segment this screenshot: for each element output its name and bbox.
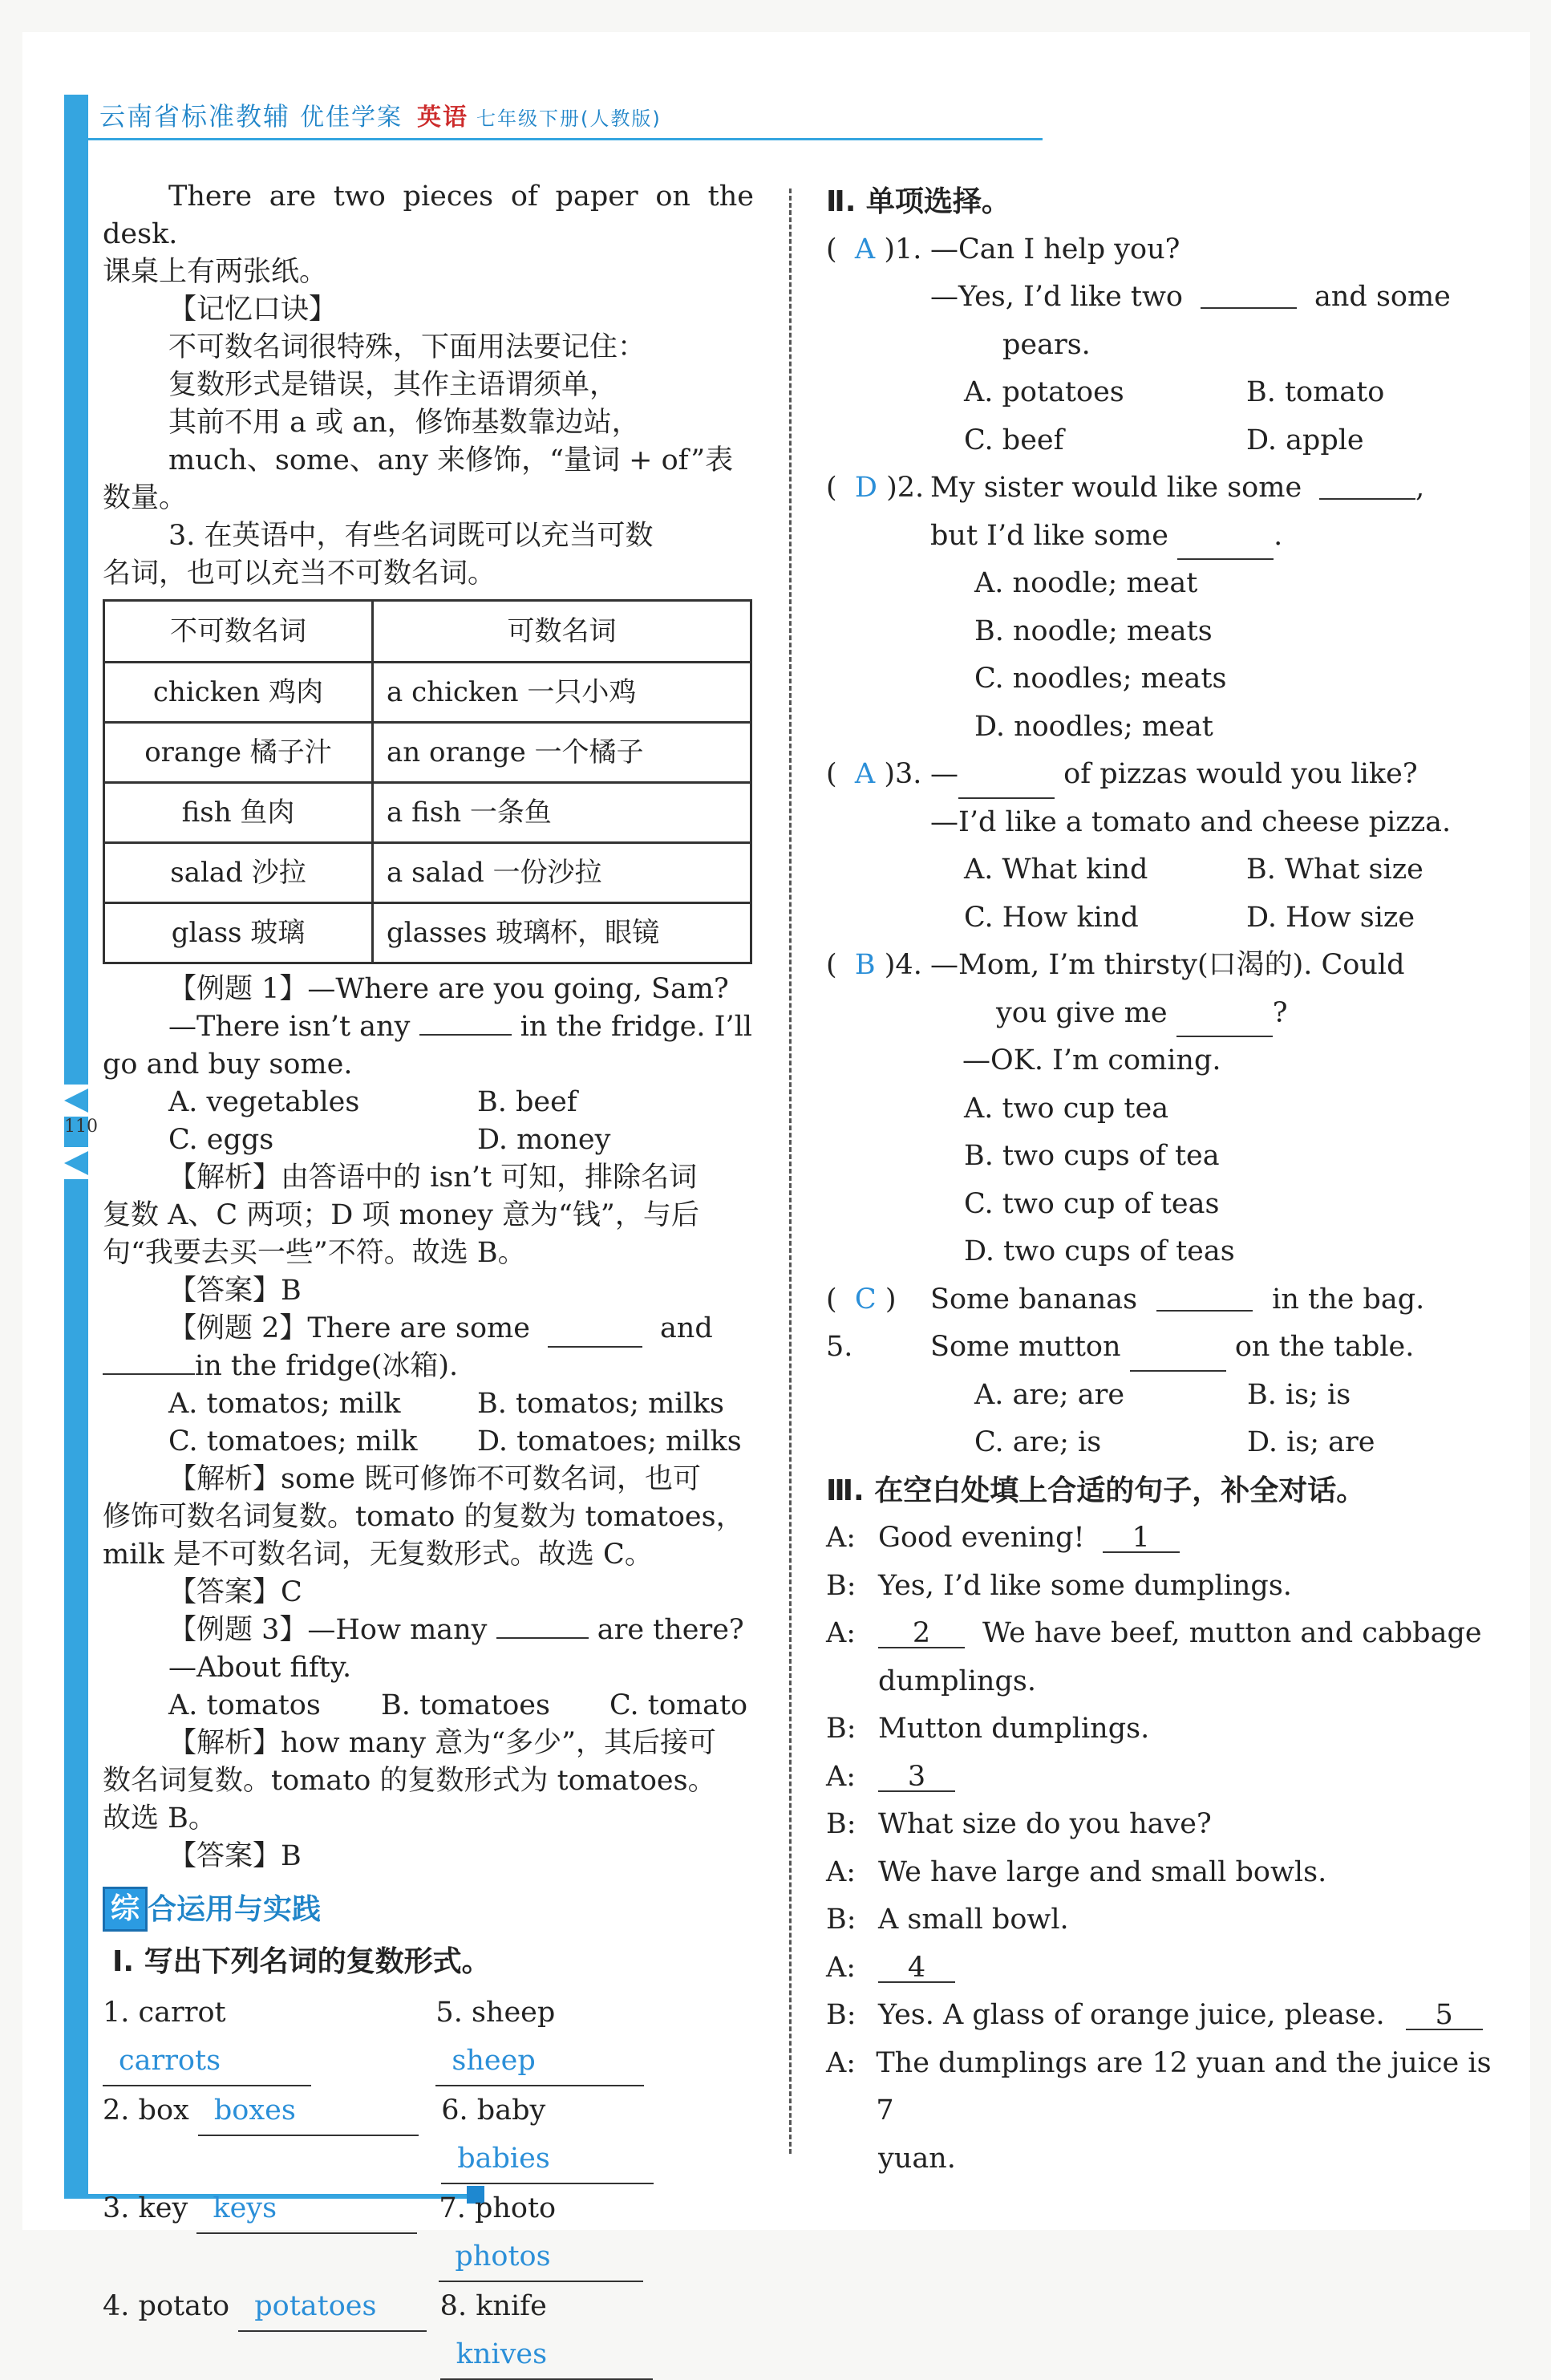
question-body: [930, 942, 1492, 990]
line-text: The dumplings are 12 yuan and the juice is 7: [876, 2046, 1492, 2127]
header-rule: [64, 138, 1043, 140]
line-text: Yes. A glass of orange juice, please.: [878, 1999, 1385, 2031]
option: C. How kind: [964, 901, 1139, 934]
table-cell: fish 鱼肉: [104, 783, 373, 843]
subject-label: 英语: [417, 103, 469, 132]
table-cell: a fish 一条鱼: [373, 783, 751, 843]
line-text: dumplings.: [878, 1664, 1036, 1697]
noun-table: [103, 599, 752, 964]
speaker: A:: [826, 2046, 856, 2079]
plural-item: [103, 2184, 439, 2282]
line-text: We have beef, mutton and cabbage: [982, 1617, 1482, 1649]
text: —There isn’t any: [168, 1011, 411, 1043]
part-1-title: Ⅰ. 写出下列名词的复数形式。: [112, 1945, 491, 1978]
answer: boxes: [213, 2094, 296, 2127]
options-row: [826, 1419, 1492, 1467]
noun: sheep: [471, 1997, 556, 2029]
dialogue-line: [826, 1514, 1492, 1563]
text: ,: [1415, 472, 1425, 504]
question-number: )3.: [884, 758, 922, 790]
example-2-line: [103, 1348, 754, 1385]
text: My sister would like some: [930, 472, 1302, 504]
option: B. two cups of tea: [964, 1140, 1220, 1172]
answer: A: [854, 758, 876, 790]
dialogue-blank: [1103, 1514, 1180, 1553]
dialogue-line: [826, 2040, 1492, 2135]
text: Some mutton: [930, 1331, 1121, 1363]
answer-blank: [435, 2037, 644, 2086]
plural-item: [103, 1989, 435, 2086]
option: B. tomatos; milks: [477, 1388, 724, 1420]
example-3-options: [103, 1687, 754, 1725]
speaker: B:: [826, 1713, 856, 1745]
answer: keys: [213, 2192, 277, 2224]
options-row: [826, 846, 1492, 894]
dialogue-line: [826, 1801, 1492, 1849]
answer: C: [854, 1283, 877, 1316]
book-series: 云南省标准教辅: [99, 101, 291, 132]
right-column: [826, 178, 1492, 2183]
left-margin-bar: [64, 95, 88, 2196]
question-1: [826, 226, 1492, 322]
dialogue-blank: [878, 1754, 955, 1792]
dialogue-line: [826, 1754, 1492, 1802]
table-cell: glass 玻璃: [104, 903, 373, 963]
point-3-cont: 名词，也可以充当不可数名词。: [103, 557, 496, 590]
answer-blank: [1176, 1002, 1273, 1037]
answer-blank: [103, 1373, 195, 1375]
option: C. eggs: [168, 1124, 274, 1156]
table-row: [104, 903, 751, 963]
answer: potatoes: [254, 2290, 377, 2322]
text: Some bananas: [930, 1283, 1138, 1316]
table-cell: a chicken 一只小鸡: [373, 663, 751, 723]
item-number: 6.: [441, 2094, 468, 2127]
example-3-line: —About fifty.: [168, 1652, 352, 1684]
option: D. apple: [1246, 424, 1364, 456]
text: and: [659, 1312, 713, 1344]
item-number: 5.: [435, 1997, 463, 2029]
plural-item: [103, 2086, 441, 2184]
line-text: yuan.: [878, 2142, 956, 2175]
dialogue-line: [826, 2135, 1492, 2183]
answer-blank: [1319, 464, 1415, 500]
example-1-options: [103, 1084, 754, 1121]
table-cell: orange 橘子汁: [104, 723, 373, 783]
memo-line: much、some、any 来修饰，“量词 + of”表: [168, 444, 734, 476]
intro-chinese: 课桌上有两张纸。: [103, 256, 328, 288]
answer-blank: [958, 764, 1055, 799]
speaker: A:: [826, 1760, 856, 1793]
noun: potato: [138, 2290, 230, 2322]
answer-paren: ( D )2.: [826, 472, 925, 504]
noun: knife: [476, 2290, 547, 2322]
example-2-options: [103, 1385, 754, 1423]
answer-key: 【答案】C: [168, 1576, 302, 1608]
point-3: 3. 在英语中，有些名词既可以充当可数: [168, 520, 654, 552]
answer-key: 【答案】B: [168, 1840, 302, 1872]
option: D. How size: [1246, 901, 1415, 934]
analysis: 【解析】how many 意为“多少”，其后接可: [168, 1727, 716, 1759]
text: you give me: [996, 996, 1168, 1029]
table-cell: a salad 一份沙拉: [373, 843, 751, 903]
option: C. beef: [964, 424, 1064, 456]
table-header: 不可数名词: [104, 601, 373, 663]
text: on the table.: [1234, 1331, 1415, 1363]
dialogue-line: [826, 1992, 1492, 2040]
table-cell: glasses 玻璃杯，眼镜: [373, 903, 751, 963]
question-line: [930, 1276, 1492, 1324]
memo-line: 数量。: [103, 482, 188, 514]
answer: photos: [455, 2240, 551, 2273]
plural-row: [103, 2184, 754, 2282]
table-row: [104, 783, 751, 843]
blank-number: 3: [907, 1760, 926, 1793]
line-text: Mutton dumplings.: [878, 1713, 1150, 1745]
dialogue-blank: [878, 1944, 955, 1983]
question-number: )4.: [884, 949, 922, 981]
item-number: 4.: [103, 2290, 130, 2322]
question-number: ) 5.: [826, 1283, 897, 1363]
dialogue-line: [826, 1563, 1492, 1611]
question-line: pears.: [1002, 328, 1091, 361]
table-row: [104, 843, 751, 903]
table-row: [104, 723, 751, 783]
question-5: [826, 1276, 1492, 1372]
text: in the bag.: [1272, 1283, 1425, 1316]
line-text: Good evening!: [878, 1522, 1085, 1554]
analysis: 数名词复数。tomato 的复数形式为 tomatoes。: [103, 1765, 716, 1797]
option: D. noodles; meat: [974, 710, 1213, 743]
question-4: [826, 942, 1492, 990]
options-row: [826, 1372, 1492, 1420]
grade-label: 七年级下册(人教版): [476, 107, 662, 130]
noun: baby: [476, 2094, 546, 2127]
dialogue-line: [826, 1705, 1492, 1754]
dialogue-line: [826, 1896, 1492, 1944]
noun: photo: [474, 2192, 557, 2224]
speaker: A:: [826, 1617, 856, 1649]
text: in the fridge(冰箱).: [195, 1350, 459, 1382]
text: —: [930, 758, 958, 790]
speaker: A:: [826, 1951, 856, 1984]
question-line: —Can I help you?: [930, 233, 1180, 266]
text: of pizzas would you like?: [1063, 758, 1418, 790]
speaker: B:: [826, 1569, 856, 1602]
memo-line: 复数形式是错误，其作主语谓须单，: [168, 369, 618, 401]
column-divider: [789, 189, 792, 2154]
option: A. potatoes: [964, 376, 1124, 408]
speaker: A:: [826, 1522, 856, 1554]
text: .: [1274, 519, 1283, 552]
answer-blank: [439, 2232, 643, 2282]
option: D. two cups of teas: [964, 1235, 1235, 1267]
question-line: [826, 990, 1492, 1038]
example-1-question: 【例题 1】—Where are you going, Sam?: [168, 973, 729, 1005]
blank-number: 2: [912, 1617, 931, 1649]
example-1-options: [103, 1121, 754, 1159]
question-body: [930, 1276, 1492, 1372]
question-line: [930, 274, 1492, 322]
answer: knives: [456, 2338, 548, 2370]
item-number: 1.: [103, 1997, 130, 2029]
option: A. two cup tea: [964, 1092, 1169, 1125]
option: B. is; is: [1247, 1378, 1351, 1411]
answer-blank: [1130, 1336, 1226, 1372]
text: 【例题 2】There are some: [168, 1312, 530, 1344]
dialogue-line: [826, 1849, 1492, 1897]
question-line: [930, 751, 1492, 799]
dialogue-line: [826, 1944, 1492, 1993]
analysis: 故选 B。: [103, 1802, 217, 1835]
text: 【例题 3】—How many: [168, 1614, 488, 1646]
speaker: B:: [826, 1904, 856, 1936]
option: C. noodles; meats: [974, 663, 1227, 695]
option: D. money: [477, 1124, 611, 1156]
option: C. tomatoes; milk: [168, 1425, 418, 1458]
page-number: 110: [64, 1117, 98, 1137]
header-title: [99, 96, 662, 133]
answer-blank: [196, 2184, 417, 2234]
analysis: 句“我要去买一些”不符。故选 B。: [103, 1237, 526, 1269]
answer: D: [854, 472, 877, 504]
section-box: 综: [103, 1887, 148, 1932]
table-header: 可数名词: [373, 601, 751, 663]
plural-row: [103, 1989, 754, 2086]
speaker: A:: [826, 1855, 856, 1888]
blank-number: 4: [907, 1951, 926, 1984]
intro-english: There are two pieces of paper on the desk.: [103, 180, 754, 250]
options-row: [826, 417, 1492, 465]
item-number: 3.: [103, 2192, 130, 2224]
dialogue: [826, 1514, 1492, 2183]
question-number: )1.: [884, 233, 922, 266]
option: C. two cup of teas: [964, 1187, 1220, 1220]
text: but I’d like some: [930, 519, 1168, 552]
text: ?: [1272, 996, 1288, 1029]
dialogue-blank: [1406, 1992, 1483, 2030]
option: B. tomatoes: [381, 1689, 550, 1721]
analysis: 【解析】由答语中的 isn’t 可知，排除名词: [168, 1162, 698, 1194]
table-cell: chicken 鸡肉: [104, 663, 373, 723]
plural-row: [103, 2282, 754, 2380]
example-3-question: [103, 1612, 754, 1649]
answer: carrots: [119, 2045, 221, 2077]
question-line: [930, 1324, 1492, 1372]
item-number: 8.: [439, 2290, 468, 2322]
memo-line: 其前不用 a 或 an，修饰基数靠边站，: [168, 407, 640, 439]
dialogue-line: [826, 1658, 1492, 1706]
line-text: Yes, I’d like some dumplings.: [878, 1569, 1292, 1602]
answer-paren: ( A )3.: [826, 758, 922, 790]
noun: carrot: [138, 1997, 226, 2029]
question-line: [930, 513, 1492, 561]
answer-blank: [1177, 525, 1274, 560]
speaker: [826, 2135, 878, 2183]
question-line: —Mom, I’m thirsty(口渴的). Could: [930, 949, 1405, 981]
plural-exercise: [103, 1989, 754, 2380]
noun: key: [138, 2192, 188, 2224]
question-line: —I’d like a tomato and cheese pizza.: [930, 805, 1452, 838]
part-3-title: Ⅲ. 在空白处填上合适的句子，补全对话。: [826, 1474, 1366, 1507]
answer-blank: [496, 1637, 589, 1639]
analysis: 复数 A、C 两项；D 项 money 意为“钱”，与后: [103, 1199, 699, 1231]
blank-number: 1: [1132, 1522, 1150, 1554]
text: and some: [1314, 281, 1451, 313]
plural-item: [441, 2086, 754, 2184]
answer-blank: [238, 2282, 427, 2332]
answer-blank: [1201, 274, 1297, 309]
plural-item: [103, 2282, 440, 2380]
blank-number: 5: [1435, 1999, 1453, 2031]
option: A. vegetables: [168, 1086, 360, 1118]
left-column: [103, 178, 754, 2380]
table-row: [104, 663, 751, 723]
line-text: What size do you have?: [878, 1808, 1212, 1840]
text: in the fridge. I’ll: [520, 1011, 752, 1043]
item-number: 7.: [439, 2192, 466, 2224]
noun: box: [138, 2094, 189, 2127]
section-heading: [103, 1887, 754, 1932]
section-title: 合运用与实践: [148, 1892, 322, 1926]
options-row: [826, 369, 1492, 417]
example-1-line: [103, 1008, 754, 1046]
question-line: [930, 464, 1492, 513]
answer-blank: [198, 2086, 419, 2136]
plural-item: [439, 2184, 754, 2282]
question-2: [826, 464, 1492, 560]
analysis: milk 是不可数名词，无复数形式。故选 C。: [103, 1539, 653, 1571]
example-2-question: [103, 1310, 754, 1348]
answer: babies: [457, 2143, 550, 2175]
part-2-title: Ⅱ. 单项选择。: [826, 185, 1010, 218]
option: C. tomato: [609, 1689, 748, 1721]
option: C. are; is: [974, 1426, 1102, 1458]
table-cell: an orange 一个橘子: [373, 723, 751, 783]
option: B. noodle; meats: [974, 614, 1213, 647]
option: B. What size: [1246, 853, 1423, 886]
table-cell: salad 沙拉: [104, 843, 373, 903]
option: D. tomatoes; milks: [477, 1425, 742, 1458]
option: A. noodle; meat: [974, 567, 1198, 599]
question-body: [930, 464, 1492, 560]
line-text: We have large and small bowls.: [878, 1855, 1327, 1888]
question-body: [930, 226, 1492, 322]
text: are there?: [597, 1614, 744, 1646]
analysis: 【解析】some 既可修饰不可数名词，也可: [168, 1463, 702, 1495]
book-subtitle: 优佳学案: [300, 103, 403, 132]
question-3: [826, 751, 1492, 846]
question-body: [930, 751, 1492, 846]
question-number: )2.: [886, 472, 925, 504]
analysis: 修饰可数名词复数。tomato 的复数为 tomatoes，: [103, 1501, 744, 1533]
answer: A: [854, 233, 876, 266]
answer-paren: ( A )1.: [826, 233, 922, 266]
answer-blank: [440, 2330, 653, 2380]
answer-paren: ( B )4.: [826, 949, 922, 981]
answer-blank: [419, 1034, 512, 1036]
speaker: [826, 1658, 878, 1706]
question-line: —OK. I’m coming.: [962, 1044, 1221, 1076]
speaker: B:: [826, 1999, 856, 2031]
plural-item: [435, 1989, 754, 2086]
option: D. is; are: [1247, 1426, 1375, 1458]
example-2-options: [103, 1423, 754, 1461]
option: A. tomatos; milk: [168, 1388, 401, 1420]
answer-blank: [1156, 1276, 1253, 1312]
plural-item: [440, 2282, 754, 2380]
answer: sheep: [452, 2045, 536, 2077]
option: A. are; are: [974, 1378, 1125, 1411]
answer-blank: [103, 2037, 311, 2086]
line-text: A small bowl.: [878, 1904, 1069, 1936]
dialogue-blank: [878, 1610, 965, 1648]
answer-blank: [548, 1310, 642, 1348]
plural-row: [103, 2086, 754, 2184]
memo-line: 不可数名词很特殊，下面用法要记住：: [168, 331, 646, 363]
answer: B: [854, 949, 876, 981]
item-number: 2.: [103, 2094, 130, 2127]
option: B. tomato: [1246, 376, 1385, 408]
answer-key: 【答案】B: [168, 1275, 302, 1307]
speaker: B:: [826, 1808, 856, 1840]
option: A. What kind: [964, 853, 1148, 886]
table-header-row: [104, 601, 751, 663]
answer-blank: [441, 2135, 654, 2184]
memo-title: 【记忆口诀】: [168, 294, 338, 326]
answer-paren: ( C ) 5.: [826, 1283, 897, 1363]
text: —Yes, I’d like two: [930, 281, 1183, 313]
dialogue-line: [826, 1610, 1492, 1658]
option: B. beef: [477, 1086, 577, 1118]
example-1-line: go and buy some.: [103, 1048, 353, 1081]
option: A. tomatos: [168, 1689, 321, 1721]
options-row: [826, 894, 1492, 943]
